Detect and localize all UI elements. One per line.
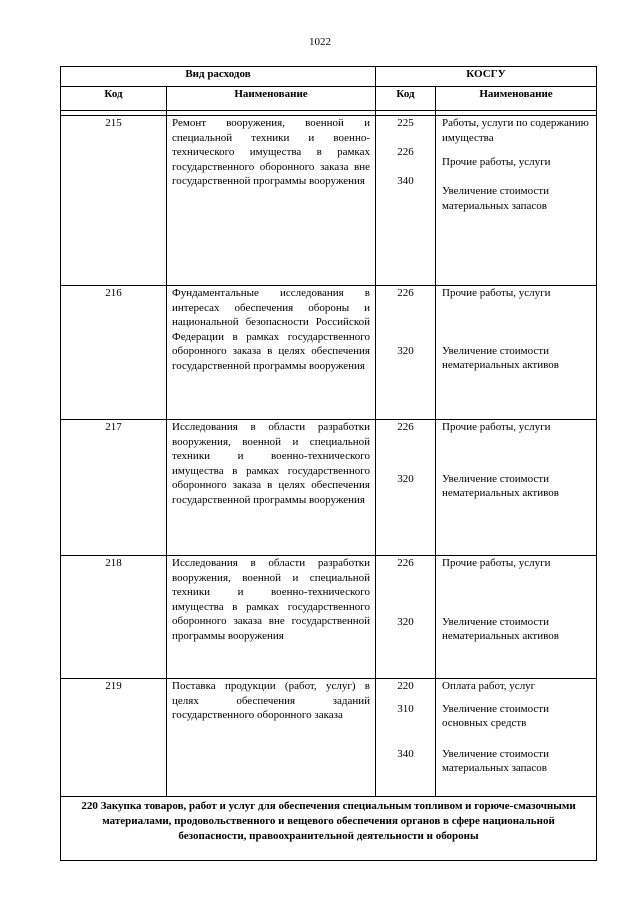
- kosgu-code-cell: [376, 116, 436, 286]
- expense-code: 216: [61, 286, 167, 420]
- kosgu-name: Увеличение стоимости нематериальных активов: [442, 615, 559, 642]
- kosgu-header: КОСГУ: [376, 67, 597, 87]
- kosgu-name-cell: [436, 679, 597, 797]
- expense-type-header: Вид расходов: [61, 67, 376, 87]
- kosgu-name: Работы, услуги по содержанию имущества: [442, 117, 589, 144]
- table-row: [61, 420, 597, 556]
- expense-code: 219: [61, 679, 167, 797]
- kosgu-code-cell: [376, 286, 436, 420]
- kosgu-code: 320: [397, 615, 414, 628]
- kosgu-code-header: Код: [376, 87, 436, 111]
- kosgu-name-cell: [436, 116, 597, 286]
- expense-name: Исследования в области разработки вооружения, военной и специальной техники и военно-технического имущества в рамках государственного оборонного заказа вне государственной программы вооружения: [167, 556, 376, 679]
- kosgu-code: 226: [397, 557, 414, 569]
- kosgu-name: Увеличение стоимости материальных запасов: [442, 185, 549, 212]
- kosgu-name: Увеличение стоимости нематериальных активов: [442, 344, 559, 371]
- kosgu-name: Прочие работы, услуги: [442, 421, 551, 433]
- kosgu-code: 320: [397, 344, 414, 357]
- table-row: [61, 116, 597, 286]
- kosgu-code: 320: [397, 472, 414, 485]
- expense-name: Фундаментальные исследования в интересах обеспечения обороны и национальной безопасности Российской Федерации в рамках государственного оборонного заказа в целях обеспечения государственной программы вооружения: [167, 286, 376, 420]
- kosgu-name-cell: [436, 286, 597, 420]
- expense-name: Ремонт вооружения, военной и специальной техники и военно-технического имущества в рамках государственного оборонного заказа вне государственной программы вооружения: [167, 116, 376, 286]
- expense-code: 217: [61, 420, 167, 556]
- expense-code: 215: [61, 116, 167, 286]
- kosgu-code: 225: [397, 117, 414, 129]
- kosgu-name: Прочие работы, услуги: [442, 287, 551, 299]
- kosgu-code: 226: [397, 287, 414, 299]
- expense-name: Исследования в области разработки вооружения, военной и специальной техники и военно-технического имущества в рамках государственного оборонного заказа в целях обеспечения государственной программы вооружения: [167, 420, 376, 556]
- table-row: [61, 679, 597, 797]
- kosgu-code: 220: [397, 680, 414, 692]
- section-row: [61, 797, 597, 861]
- table-row: [61, 556, 597, 679]
- kosgu-code: 340: [397, 748, 414, 760]
- kosgu-code: 226: [397, 146, 414, 158]
- name-header: Наименование: [167, 87, 376, 111]
- kosgu-name-cell: [436, 420, 597, 556]
- kosgu-code-cell: [376, 420, 436, 556]
- kosgu-code-cell: [376, 556, 436, 679]
- kosgu-name: Прочие работы, услуги: [442, 557, 551, 569]
- kosgu-name-header: Наименование: [436, 87, 597, 111]
- kosgu-code-cell: [376, 679, 436, 797]
- kosgu-name: Увеличение стоимости нематериальных активов: [442, 472, 559, 499]
- table-row: [61, 286, 597, 420]
- kosgu-name: Оплата работ, услуг: [442, 680, 536, 692]
- kosgu-name: Увеличение стоимости материальных запасов: [442, 747, 549, 774]
- page-number: 1022: [309, 36, 331, 48]
- code-header: Код: [61, 87, 167, 111]
- kosgu-code: 226: [397, 421, 414, 433]
- kosgu-name: Увеличение стоимости основных средств: [442, 702, 549, 729]
- kosgu-code: 340: [397, 175, 414, 187]
- expense-name: Поставка продукции (работ, услуг) в целях обеспечения заданий государственного оборонного заказа: [167, 679, 376, 797]
- kosgu-name-cell: [436, 556, 597, 679]
- kosgu-code: 310: [397, 702, 414, 715]
- section-heading: 220 Закупка товаров, работ и услуг для обеспечения специальным топливом и горюче-смазочными материалами, продовольственного и вещевого обеспечения органов в сфере национальной безопасности, правоохранительной деятельности и обороны: [61, 797, 597, 861]
- kosgu-name: Прочие работы, услуги: [442, 156, 551, 168]
- expense-code: 218: [61, 556, 167, 679]
- expense-kosgu-table: [60, 66, 597, 861]
